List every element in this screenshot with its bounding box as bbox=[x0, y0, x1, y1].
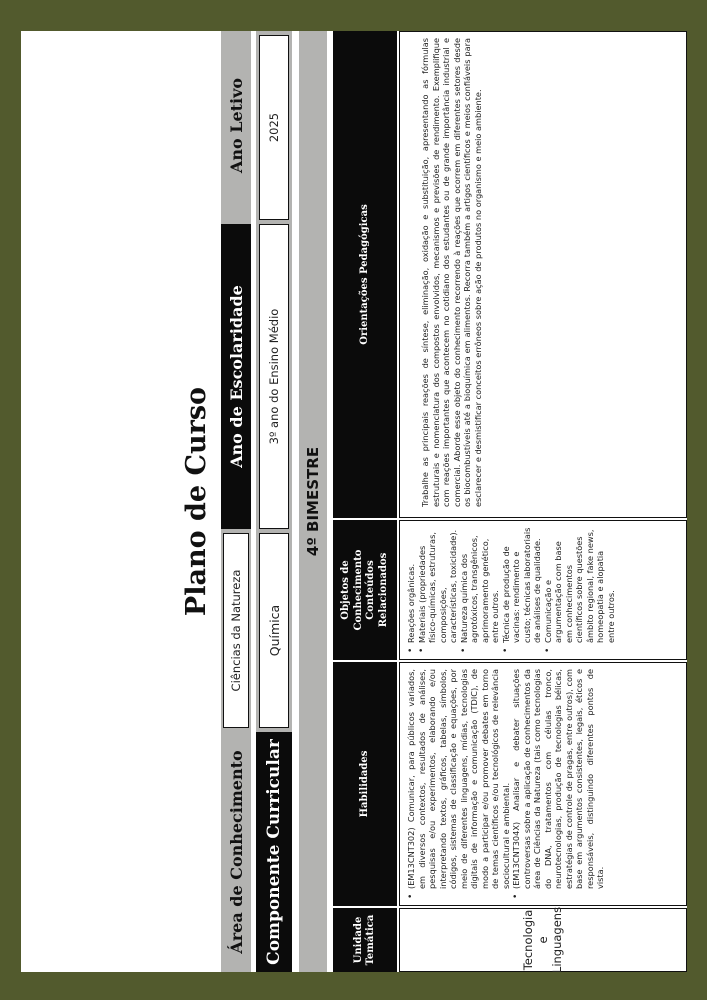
document-page bbox=[21, 31, 687, 972]
skill-item: • (EM13CNT302) Comunicar, para públicos variados, em diversos contextos, resultados de análises, pesquisas e/ou experimentos, elaborando e/ou interpretando textos, gráficos, tabelas, símbolos, códigos, sistemas de classificação e equações, por meio de diferentes linguagens, mídias, tecnologias digitais de informação e comunicação (TDIC), de modo a participar e/ou promover debates em torno de temas científicos e/ou tecnológicos de relevância sociocultural e ambiental. bbox=[406, 669, 511, 899]
skill-item: • (EM13CNT304X) Analisar e debater situações controversas sobre a aplicação de conhecimentos da área de Ciências da Natureza (tais como tecnologias do DNA, tratamentos com células tronco, neurotecnologias, produção de tecnologias bélicas, estratégias de controle de pragas, entre outros), com base em argumentos consistentes, legais, éticos e responsáveis, distinguindo diferentes pontos de vista. bbox=[511, 669, 606, 899]
object-item: • Comunicação e argumentação com base em conhecimentos científicos sobre questões âmbito regional, fake news, homeopatia e alopatia entre outros. bbox=[543, 527, 617, 653]
year-value: 2025 bbox=[259, 35, 289, 220]
component-label: Componente Curricular bbox=[256, 732, 292, 972]
objects-cell bbox=[399, 520, 687, 660]
unit-text: Tecnologia e Linguagens bbox=[520, 906, 565, 974]
unit-cell bbox=[399, 908, 687, 972]
year-label: Ano Letivo bbox=[226, 77, 246, 174]
page-title: Plano de Curso bbox=[181, 386, 212, 617]
skills-list bbox=[406, 669, 606, 899]
area-label: Área de Conhecimento bbox=[226, 750, 246, 954]
guidance-cell bbox=[399, 31, 687, 518]
object-item: • Materiais (propriedades físico-químicas, estruturas, composições, características, toxicidade). bbox=[417, 527, 459, 653]
skills-cell bbox=[399, 662, 687, 906]
col-header-skills: Habilidades bbox=[333, 662, 397, 906]
area-value: Ciências da Natureza bbox=[223, 533, 249, 728]
object-item: • Natureza química dos agrotóxicos, transgênicos, aprimoramento genético, entre outros. bbox=[459, 527, 501, 653]
object-item: • Reações orgânicas. bbox=[406, 527, 417, 653]
col-header-unit: Unidade Temática bbox=[333, 908, 397, 972]
object-item: • Técnica de produção de vacinas: rendimento e custo; técnicas laboratoriais de análises de qualidade. bbox=[501, 527, 543, 653]
grade-value: 3º ano do Ensino Médio bbox=[259, 224, 289, 529]
guidance-text: Trabalhe as principais reações de síntese, eliminação, oxidação e substituição, apresentando as fórmulas estruturais e nomenclatura dos compostos envolvidos, mecanismos e previsões de rendimento. Exemplifique com reações importantes que acontecem no cotidiano dos estudantes ou de grande importância industrial e comercial. Aborde esse objeto do conhecimento recorrendo à reações que ocorrem em diferentes setores desde os biocombustíveis até a bioquímica em alimentos. Recorra também a artigos científicos e meios confiáveis para esclarecer e desmistificar conceitos errôneos sobre ação de produtos no organismo e meio ambiente. bbox=[420, 38, 483, 507]
bimester-banner: 4º BIMESTRE bbox=[299, 31, 327, 972]
objects-list bbox=[406, 527, 616, 653]
col-header-objects: Objetos de Conhecimento Conteúdos Relacionados bbox=[333, 520, 397, 660]
course-plan bbox=[21, 31, 687, 972]
grade-label: Ano de Escolaridade bbox=[221, 224, 251, 529]
component-value: Química bbox=[259, 533, 289, 728]
col-header-guidance: Orientações Pedagógicas bbox=[333, 31, 397, 518]
